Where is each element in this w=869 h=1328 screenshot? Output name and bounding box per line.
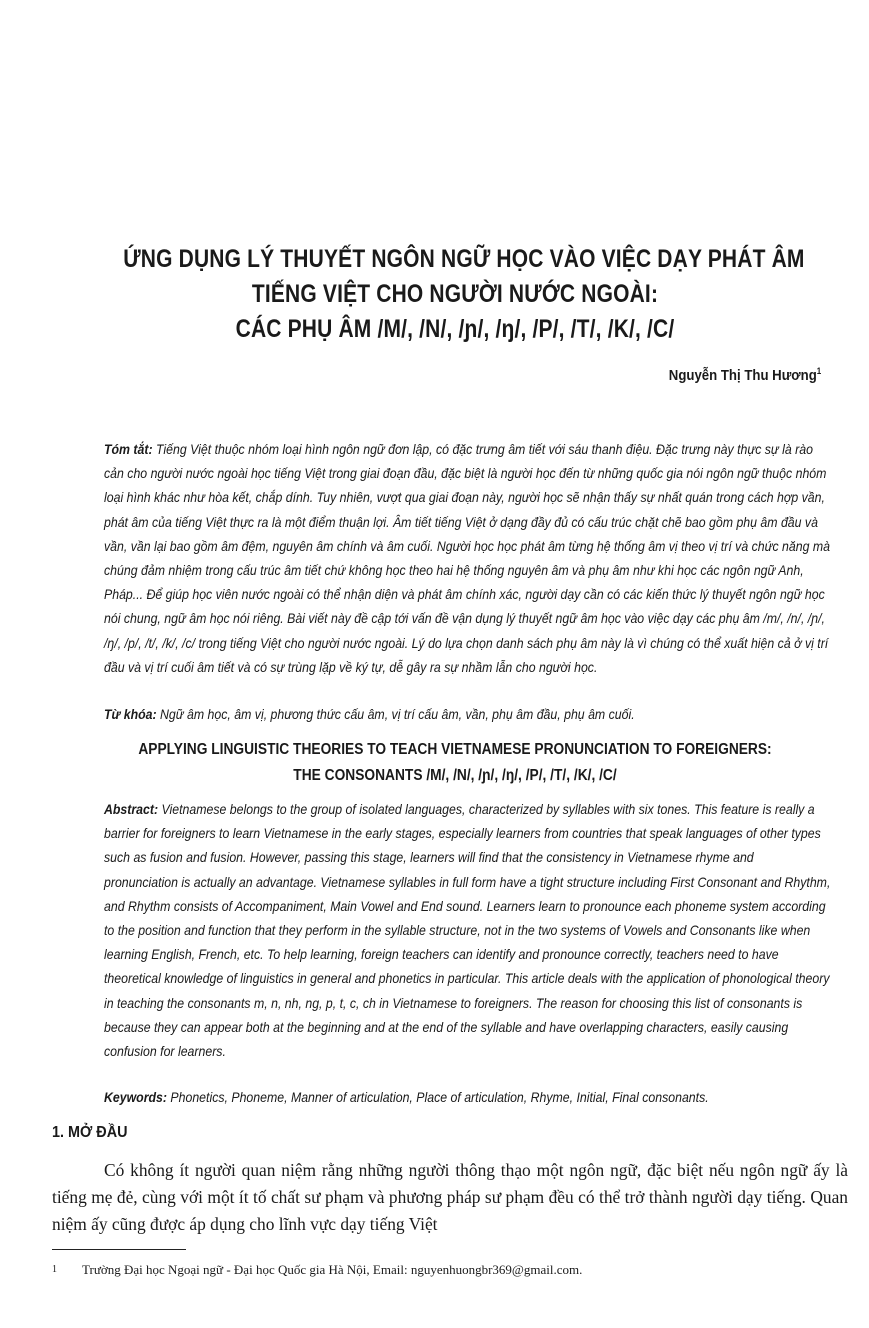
title-line-2: TIẾNG VIỆT CHO NGƯỜI NƯỚC NGOÀI: <box>251 280 659 308</box>
footnote-number: 1 <box>52 1264 57 1275</box>
vi-keywords-label: Từ khóa: <box>104 706 157 722</box>
title-line-3: CÁC PHỤ ÂM /M/, /N/, /ɲ/, /ŋ/, /P/, /T/, /K/, /C/ <box>235 315 675 343</box>
title-line-1: ỨNG DỤNG LÝ THUYẾT NGÔN NGỮ HỌC VÀO VIỆC DẠY PHÁT ÂM <box>123 245 805 273</box>
footnote-text: Trường Đại học Ngoại ngữ - Đại học Quốc gia Hà Nội, Email: nguyenhuongbr369@gmail.com. <box>82 1262 583 1277</box>
english-title-line-1: APPLYING LINGUISTIC THEORIES TO TEACH VIETNAMESE PRONUNCIATION TO FOREIGNERS: <box>138 741 772 758</box>
footnote <box>52 1262 832 1278</box>
article-title <box>123 242 805 347</box>
en-abstract-label: Abstract: <box>104 801 159 817</box>
english-abstract <box>104 797 831 1063</box>
footnote-divider <box>52 1249 186 1250</box>
vietnamese-abstract <box>104 437 831 679</box>
en-keywords-text: Phonetics, Phoneme, Manner of articulation, Place of articulation, Rhyme, Initial, Final consonants. <box>166 1089 709 1105</box>
author-byline <box>669 366 821 384</box>
author-name: Nguyễn Thị Thu Hương <box>668 367 817 384</box>
vi-abstract-text: Tiếng Việt thuộc nhóm loại hình ngôn ngữ đơn lập, có đặc trưng âm tiết với sáu thanh điệu. Đặc trưng này thực sự là rào cản cho người nước ngoài học tiếng Việt trong giai đoạn đầu, đặc biệt là người học đến từ những quốc gia nói ngôn ngữ thuộc nhóm loại hình khác như hòa kết, chắp dính. Tuy nhiên, vượt qua giai đoạn này, người học sẽ nhận thấy sự nhất quán trong cách hợp vần, phát âm của tiếng Việt thực ra là một điểm thuận lợi. Âm tiết tiếng Việt ở dạng đầy đủ có cấu trúc chặt chẽ bao gồm phụ âm đầu và vần, vần lại bao gồm âm đệm, nguyên âm chính và âm cuối. Người học học phát âm từng hệ thống âm vị theo vị trí và chức năng mà chúng đảm nhiệm trong cấu trúc âm tiết chứ không học theo hai hệ thống nguyên âm và phụ âm như khi học các ngôn ngữ Anh, Pháp... Để giúp học viên nước ngoài có thể nhận diện và phát âm chính xác, người dạy cần có các kiến thức lý thuyết ngôn ngữ học nói chung, ngữ âm học nói riêng. Bài viết này đề cập tới vấn đề vận dụng lý thuyết ngữ âm học vào việc dạy các phụ âm /m/, /n/, /ɲ/, /ŋ/, /p/, /t/, /k/, /c/ trong tiếng Việt cho người nước ngoài. Lý do lựa chọn danh sách phụ âm này là vì chúng có thể xuất hiện cả ở vị trí đầu và vị trí cuối âm tiết và có sự trùng lặp về ký tự, dễ gây ra sự nhầm lẫn cho người học. <box>104 441 830 675</box>
english-keywords <box>104 1085 831 1109</box>
vi-keywords-text: Ngữ âm học, âm vị, phương thức cấu âm, vị trí cấu âm, vần, phụ âm đầu, phụ âm cuối. <box>156 706 635 722</box>
section-heading: 1. MỞ ĐẦU <box>52 1124 128 1141</box>
english-title-line-2: THE CONSONANTS /M/, /N/, /ɲ/, /ŋ/, /P/, /T/, /K/, /C/ <box>293 767 617 784</box>
en-keywords-label: Keywords: <box>104 1089 167 1105</box>
author-footnote-mark: 1 <box>816 366 821 376</box>
body-paragraph-text: Có không ít người quan niệm rằng những người thông thạo một ngôn ngữ, đặc biệt nếu ngôn ngữ ấy là tiếng mẹ đẻ, cùng với một ít tố chất sư phạm và phương pháp sư phạm đều có thể trở thành người dạy tiếng. Quan niệm ấy cũng được áp dụng cho lĩnh vực dạy tiếng Việt <box>52 1160 848 1234</box>
body-paragraph <box>52 1157 848 1238</box>
english-title <box>115 737 794 789</box>
vi-abstract-label: Tóm tắt: <box>104 441 153 457</box>
en-abstract-text: Vietnamese belongs to the group of isolated languages, characterized by syllables with six tones. This feature is really a barrier for foreigners to learn Vietnamese in the early stages, especially learners from countries that speak languages of other types such as fusion and fusion. However, passing this stage, learners will find that the consistency in Vietnamese rhyme and pronunciation is actually an advantage. Vietnamese syllables in full form have a tight structure including First Consonant and Rhythm, and Rhythm consists of Accompaniment, Main Vowel and End sound. Learners learn to pronounce each phoneme system according to the position and function that they perform in the syllable structure, not in the two systems of Vowels and Consonants like when learning English, French, etc. To help learning, foreign teachers can identify and pronounce correctly, teachers need to have theoretical knowledge of linguistics in general and phonetics in particular. This article deals with the application of phonological theory in teaching the consonants m, n, nh, ng, p, t, c, ch in Vietnamese to foreigners. The reason for choosing this list of consonants is because they can appear both at the beginning and at the end of the syllable and have overlapping characters, easily causing confusion for learners. <box>104 801 831 1060</box>
vietnamese-keywords <box>104 702 831 726</box>
